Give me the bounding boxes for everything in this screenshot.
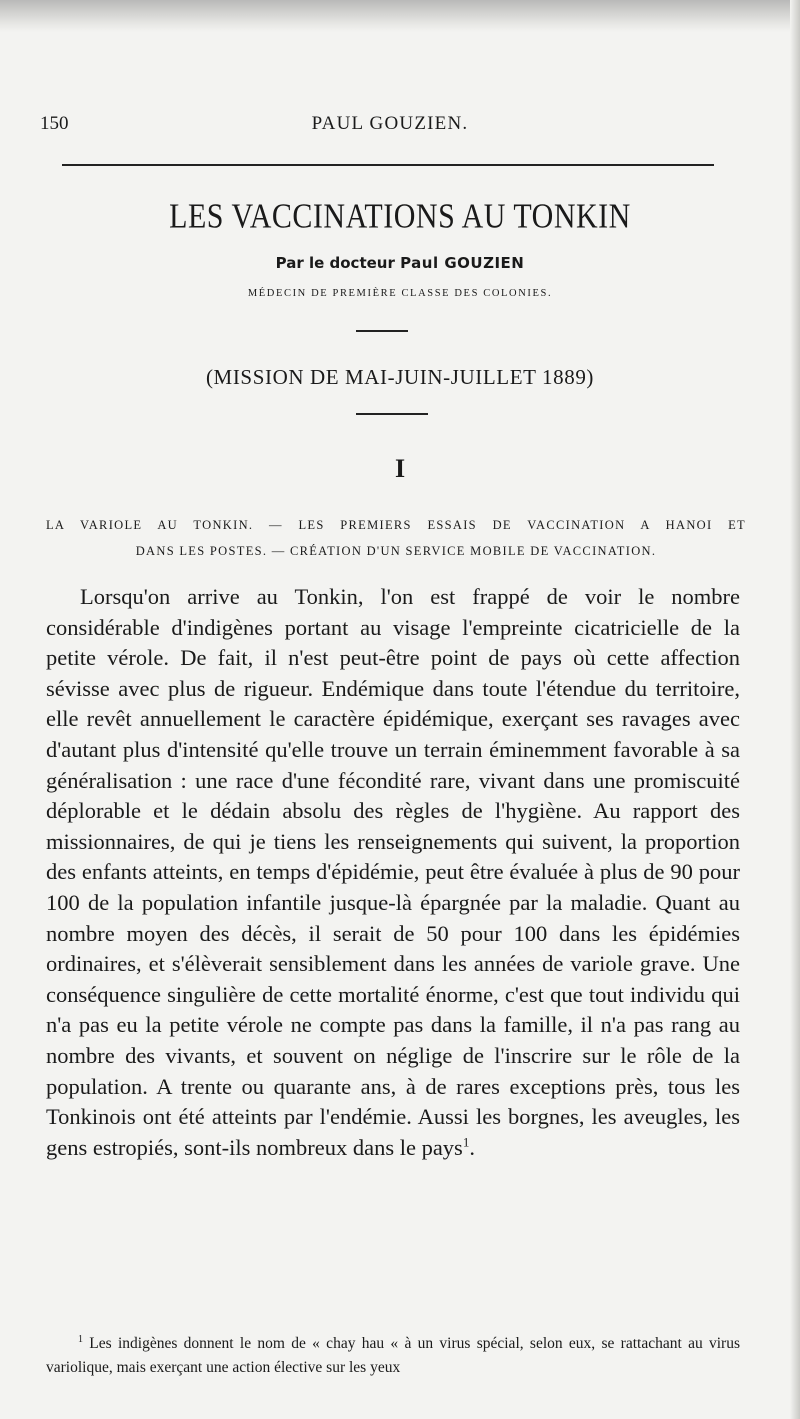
summary-line: LA VARIOLE AU TONKIN. — LES PREMIERS ESSAIS DE VACCINATION A HANOI ET xyxy=(46,518,746,532)
header-rule xyxy=(62,164,714,166)
footnote-reference: 1 xyxy=(462,1134,470,1150)
paragraph-end: . xyxy=(469,1134,475,1160)
page-number: 150 xyxy=(40,113,69,134)
footnote xyxy=(46,1328,740,1380)
body-text xyxy=(46,582,740,1163)
paragraph-text: Lorsqu'on arrive au Tonkin, l'on est frappé de voir le nombre considérable d'indigènes portant au visage l'empreinte cicatricielle de la petite vérole. De fait, il n'est peut-être point de pays où cette affection sévisse avec plus de rigueur. Endémique dans toute l'étendue du territoire, elle revêt annuellement le caractère épidémique, exerçant ses ravages avec d'autant plus d'intensité qu'elle trouve un terrain éminemment favorable à sa généralisation : une race d'une fécondité rare, vivant dans une promiscuité déplorable et le dédain absolu des règles de l'hygiène. Au rapport des missionnaires, de qui je tiens les renseignements qui suivent, la proportion des enfants atteints, en temps d'épidémie, peut être évaluée à plus de 90 pour 100 de la population infantile jusque-là épargnée par la maladie. Quant au nombre moyen des décès, il serait de 50 pour 100 dans les épidémies ordinaires, et s'élèverait sensiblement dans les années de variole grave. Une conséquence singulière de cette mortalité énorme, c'est que tout individu qui n'a pas eu la petite vérole ne compte pas dans la famille, il n'a pas rang au nombre des vivants, et souvent on néglige de l'inscrire sur le rôle de la population. A trente ou quarante ans, à de rares exceptions près, tous les Tonkinois ont été atteints par l'endémie. Aussi les borgnes, les aveugles, les gens estropiés, sont-ils nombreux dans le pays xyxy=(46,584,740,1160)
footnote-mark: 1 xyxy=(78,1334,83,1345)
footnote-text: Les indigènes donnent le nom de « chay hau « à un virus spécial, selon eux, se rattachant au virus variolique, mais exerçant une action élective sur les yeux xyxy=(46,1335,740,1377)
running-head xyxy=(40,113,740,143)
summary-line: DANS LES POSTES. — CRÉATION D'UN SERVICE MOBILE DE VACCINATION. xyxy=(135,544,657,558)
divider-rule xyxy=(356,330,408,332)
mission-subtitle: (MISSION DE MAI-JUIN-JUILLET 1889) xyxy=(205,365,595,389)
author-name: Paul GOUZIEN xyxy=(400,254,525,272)
divider-rule xyxy=(356,413,428,415)
section-summary xyxy=(46,512,746,564)
author-affiliation: MÉDECIN DE PREMIÈRE CLASSE DES COLONIES. xyxy=(247,288,553,299)
section-number: I xyxy=(394,454,406,483)
article-title: LES VACCINATIONS AU TONKIN xyxy=(169,196,631,236)
paragraph xyxy=(46,582,740,1163)
scan-edge-shadow xyxy=(0,0,800,32)
byline xyxy=(0,254,800,272)
byline-prefix: Par le docteur xyxy=(275,254,401,272)
running-title: PAUL GOUZIEN. xyxy=(311,113,469,134)
